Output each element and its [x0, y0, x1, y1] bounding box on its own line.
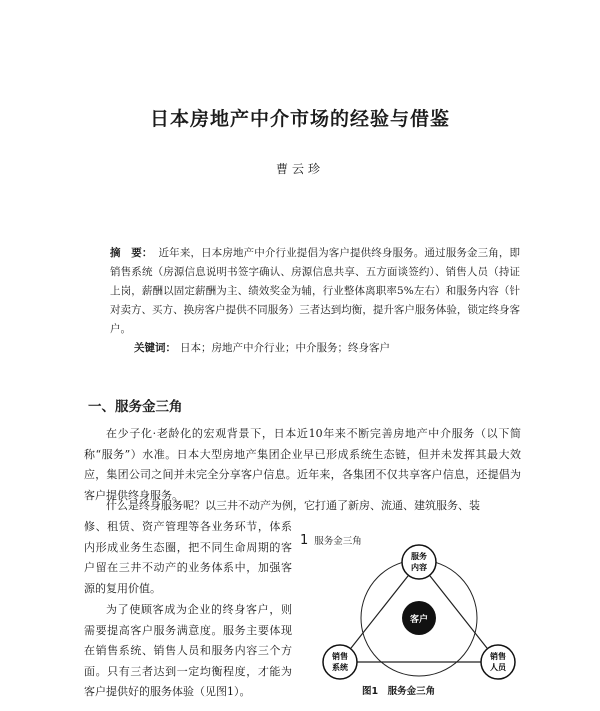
triangle-diagram	[298, 544, 528, 694]
body-paragraph-3: 为了使顾客成为企业的终身客户，则需要提高客户服务满意度。服务主要体现在销售系统、销售人员和服务内容三个方面。只有三者达到一定均衡程度，才能为客户提供好的服务体验（见图1）。	[84, 603, 292, 698]
right-node	[481, 645, 515, 679]
keywords-label: 关键词：	[134, 342, 176, 354]
right-node-line-2: 人员	[490, 663, 506, 672]
abstract-text: 近年来，日本房地产中介行业提倡为客户提供终身服务。通过服务金三角，即销售系统（房源信息说明书签字确认、房源信息共享、五方面谈签约）、销售人员（持证上岗，薪酬以固定薪酬为主、绩效奖金为辅，行业整体离职率5%左右）和服务内容（针对卖方、买方、换房客户提供不同服务）三者达到均衡，提升客户服务体验，锁定终身客户。	[110, 247, 521, 335]
top-node	[402, 545, 436, 579]
abstract-label: 摘 要：	[110, 247, 153, 259]
body-paragraph-2-lead: 什么是终身服务呢？以三井不动产为例，它打通了新房、流通、建筑服务、装	[106, 499, 480, 512]
body-paragraph-2-continued: 修、租赁、资产管理等各业务环节，体系内形成业务生态圈，把不同生命周期的客户留在三井不动产的业务体系中，加强客源的复用价值。	[84, 520, 292, 595]
top-node-line-2: 内容	[411, 563, 427, 572]
figure-title: 服务金三角	[314, 536, 362, 547]
right-node-line-1: 销售	[490, 652, 506, 661]
section-heading: 一、服务金三角	[88, 399, 183, 415]
top-node-line-1: 服务	[411, 552, 427, 561]
abstract	[110, 244, 520, 339]
left-node-line-2: 系统	[332, 663, 348, 672]
figure-number: 1	[300, 533, 309, 548]
keywords	[134, 339, 524, 357]
article-author: 曹云珍	[275, 162, 324, 176]
body-paragraph-1: 在少子化·老龄化的宏观背景下，日本近10年来不断完善房地产中介服务（以下简称“服务”）水准。日本大型房地产集团企业早已形成系统生态链，但并未发挥其最大效应，集团公司之间并未完全分享客户信息。近年来，各集团不仅共享客户信息，还提倡为客户提供终身服务。	[84, 427, 521, 502]
article-title: 日本房地产中介市场的经验与借鉴	[149, 108, 450, 130]
keywords-text: 日本；房地产中介行业；中介服务；终身客户	[180, 342, 390, 354]
left-node	[323, 645, 357, 679]
center-label: 客户	[409, 615, 429, 625]
figure-caption: 图1 服务金三角	[362, 686, 436, 697]
left-node-line-1: 销售	[332, 652, 348, 661]
